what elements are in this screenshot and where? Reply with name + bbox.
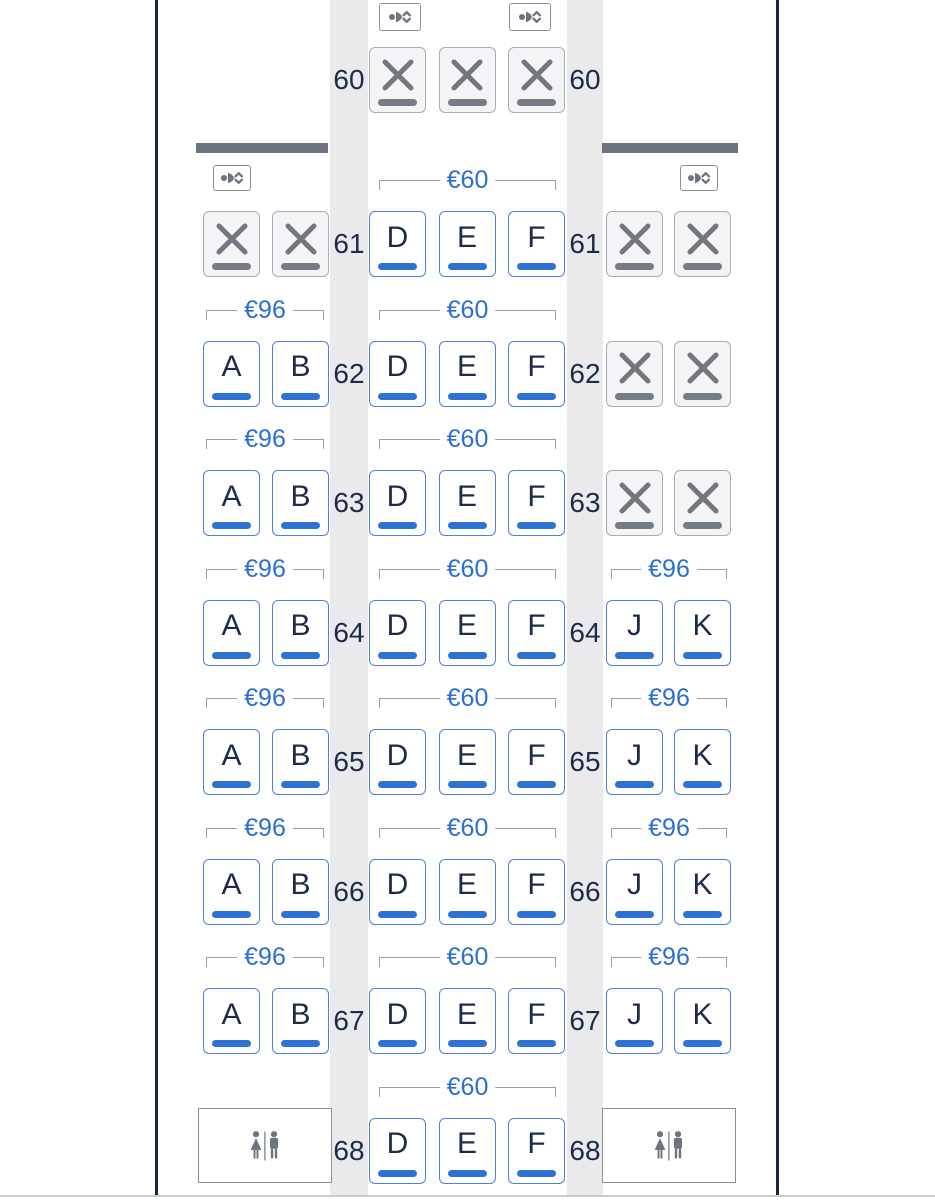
- seat-price-label: €96: [641, 816, 697, 840]
- seat-J[interactable]: [606, 600, 663, 666]
- price-bracket: [206, 554, 324, 583]
- seat-F[interactable]: [508, 988, 565, 1054]
- seat-letter: D: [386, 1127, 409, 1160]
- bracket-tick-left: [206, 310, 207, 320]
- seat-letter: E: [456, 479, 477, 513]
- seat-status-bar: [378, 393, 417, 400]
- seat-status-bar: [448, 99, 487, 106]
- row-number-66-right: 66: [569, 875, 601, 907]
- seat-letter: A: [221, 738, 242, 772]
- seat-price-label: €96: [237, 557, 293, 581]
- bracket-tick-right: [323, 698, 324, 708]
- row-number-62-right: 62: [569, 357, 601, 389]
- seat-status-bar: [615, 393, 654, 400]
- bassinet-icon: [518, 9, 542, 25]
- seat-letter: K: [692, 868, 713, 901]
- bracket-tick-right: [726, 957, 727, 967]
- cabin-bottom-divider: [0, 1195, 935, 1197]
- row-number-61-left: 61: [333, 228, 365, 259]
- seat-letter: A: [221, 868, 242, 901]
- seat-blocked: [606, 341, 663, 407]
- seat-D[interactable]: [369, 729, 426, 795]
- seat-status-bar: [517, 781, 556, 788]
- lavatory: [198, 1108, 332, 1183]
- bracket-tick-right: [323, 310, 324, 320]
- seat-E[interactable]: [439, 211, 496, 277]
- seat-status-bar: [615, 652, 654, 659]
- seat-letter: F: [527, 997, 546, 1031]
- bracket-tick-right: [323, 828, 324, 838]
- x-icon: [617, 350, 653, 386]
- seat-letter: D: [386, 350, 409, 383]
- seat-price-label: €60: [440, 168, 496, 192]
- bracket-tick-left: [611, 828, 612, 838]
- bassinet-icon-box: [379, 3, 421, 31]
- seat-status-bar: [615, 1040, 654, 1047]
- bracket-tick-right: [323, 957, 324, 967]
- bassinet-icon-box: [213, 165, 251, 191]
- price-bracket: [379, 427, 556, 451]
- seat-status-bar: [448, 1040, 487, 1047]
- row-number-63-left: 63: [333, 487, 365, 518]
- bracket-tick-left: [206, 828, 207, 838]
- seat-letter: F: [527, 1127, 546, 1160]
- row-number-67-left: 67: [333, 1005, 365, 1036]
- seat-status-bar: [281, 1040, 320, 1047]
- seat-price-label: €60: [440, 945, 496, 969]
- bracket-tick-left: [206, 957, 207, 967]
- seat-status-bar: [683, 263, 722, 270]
- seat-status-bar: [281, 652, 320, 659]
- seat-letter: D: [386, 738, 409, 772]
- row-number-65-right: 65: [569, 746, 601, 777]
- seat-status-bar: [615, 263, 654, 270]
- seat-E[interactable]: [439, 859, 496, 925]
- bracket-tick-right: [726, 828, 727, 838]
- bracket-tick-left: [206, 569, 207, 579]
- row-number-68-left: 68: [333, 1134, 365, 1166]
- seat-letter: F: [527, 220, 546, 254]
- seat-status-bar: [448, 781, 487, 788]
- price-bracket: [379, 554, 556, 583]
- bracket-tick-left: [379, 828, 380, 838]
- price-bracket: [206, 295, 324, 324]
- seat-status-bar: [517, 99, 556, 106]
- x-icon: [519, 57, 555, 93]
- price-bracket: [379, 295, 556, 324]
- price-bracket: [379, 813, 556, 842]
- row-number-66-left: 66: [333, 875, 365, 907]
- seat-status-bar: [212, 393, 251, 400]
- seat-status-bar: [517, 1170, 556, 1177]
- price-bracket: [379, 945, 556, 969]
- seat-letter: E: [456, 738, 477, 772]
- row-number-62-left: 62: [333, 357, 365, 389]
- seat-blocked: [606, 211, 663, 277]
- row-number-63-right: 63: [569, 487, 601, 518]
- seat-status-bar: [517, 263, 556, 270]
- bracket-tick-right: [323, 439, 324, 449]
- price-bracket: [206, 686, 324, 710]
- x-icon: [283, 221, 319, 257]
- bracket-tick-left: [379, 1087, 380, 1097]
- seat-status-bar: [615, 522, 654, 529]
- price-bracket: [206, 813, 324, 842]
- bracket-tick-left: [379, 698, 380, 708]
- seat-F[interactable]: [508, 341, 565, 407]
- seat-price-label: €60: [440, 1075, 496, 1099]
- price-bracket: [379, 1072, 556, 1101]
- seat-status-bar: [281, 522, 320, 529]
- seat-letter: E: [456, 609, 477, 642]
- seat-price-label: €60: [440, 816, 496, 840]
- seat-letter: D: [386, 609, 409, 642]
- price-bracket: [379, 686, 556, 710]
- seat-K[interactable]: [674, 600, 731, 666]
- seat-letter: A: [221, 350, 242, 383]
- seat-price-label: €96: [237, 427, 293, 451]
- seat-status-bar: [683, 522, 722, 529]
- bassinet-icon: [220, 170, 244, 186]
- seat-A[interactable]: [203, 988, 260, 1054]
- seat-blocked: [508, 47, 565, 113]
- bracket-tick-right: [555, 439, 556, 449]
- price-bracket: [611, 554, 727, 583]
- seat-status-bar: [212, 911, 251, 918]
- seat-K[interactable]: [674, 729, 731, 795]
- seat-price-label: €60: [440, 298, 496, 322]
- bassinet-icon: [388, 9, 412, 25]
- seat-letter: K: [692, 997, 713, 1031]
- seat-status-bar: [517, 522, 556, 529]
- seat-status-bar: [212, 263, 251, 270]
- seat-status-bar: [683, 652, 722, 659]
- seat-status-bar: [378, 263, 417, 270]
- seat-J[interactable]: [606, 729, 663, 795]
- seat-status-bar: [212, 781, 251, 788]
- seat-D[interactable]: [369, 600, 426, 666]
- row-number-61-right: 61: [569, 228, 601, 259]
- seat-status-bar: [281, 911, 320, 918]
- seat-letter: F: [527, 609, 546, 642]
- seat-E[interactable]: [439, 470, 496, 536]
- seat-letter: A: [221, 997, 242, 1031]
- seat-status-bar: [281, 781, 320, 788]
- bracket-tick-left: [206, 698, 207, 708]
- seat-letter: E: [456, 1127, 477, 1160]
- seat-letter: A: [221, 609, 242, 642]
- seat-B[interactable]: [272, 729, 329, 795]
- seat-blocked: [439, 47, 496, 113]
- seat-status-bar: [448, 393, 487, 400]
- row-number-68-right: 68: [569, 1134, 601, 1166]
- bracket-tick-right: [555, 569, 556, 579]
- price-bracket: [206, 427, 324, 451]
- row-number-60-left: 60: [333, 64, 365, 95]
- bracket-tick-right: [555, 957, 556, 967]
- seat-F[interactable]: [508, 729, 565, 795]
- seat-letter: D: [386, 868, 409, 901]
- seat-status-bar: [517, 911, 556, 918]
- seat-letter: F: [527, 479, 546, 513]
- seat-price-label: €96: [237, 816, 293, 840]
- seat-B[interactable]: [272, 341, 329, 407]
- lavatory: [602, 1108, 736, 1183]
- x-icon: [449, 57, 485, 93]
- seat-letter: E: [456, 868, 477, 901]
- bracket-tick-left: [611, 957, 612, 967]
- bracket-tick-right: [555, 1087, 556, 1097]
- lavatory-icon: [649, 1130, 689, 1162]
- seat-status-bar: [517, 652, 556, 659]
- seat-status-bar: [281, 393, 320, 400]
- bracket-tick-left: [379, 569, 380, 579]
- x-icon: [617, 480, 653, 516]
- seat-blocked: [369, 47, 426, 113]
- row-number-64-right: 64: [569, 616, 601, 648]
- seat-F[interactable]: [508, 211, 565, 277]
- seat-price-label: €96: [641, 945, 697, 969]
- seat-letter: B: [290, 997, 311, 1031]
- seat-letter: B: [290, 609, 311, 642]
- seat-B[interactable]: [272, 470, 329, 536]
- seat-letter: A: [221, 479, 242, 513]
- seat-D[interactable]: [369, 988, 426, 1054]
- row-number-67-right: 67: [569, 1005, 601, 1036]
- seat-E[interactable]: [439, 1118, 496, 1184]
- seat-letter: B: [290, 479, 311, 513]
- bracket-tick-left: [206, 439, 207, 449]
- seat-D[interactable]: [369, 211, 426, 277]
- seat-status-bar: [212, 522, 251, 529]
- bracket-tick-left: [379, 180, 380, 190]
- seat-status-bar: [448, 522, 487, 529]
- seat-blocked: [606, 470, 663, 536]
- seat-status-bar: [517, 1040, 556, 1047]
- seat-K[interactable]: [674, 988, 731, 1054]
- bracket-tick-right: [555, 698, 556, 708]
- bulkhead-bar-right: [602, 143, 738, 153]
- seat-A[interactable]: [203, 470, 260, 536]
- seat-status-bar: [448, 263, 487, 270]
- seat-price-label: €60: [440, 427, 496, 451]
- seat-status-bar: [683, 911, 722, 918]
- fuselage-right-wall: [776, 0, 779, 1197]
- seat-letter: F: [527, 868, 546, 901]
- seat-letter: K: [692, 609, 713, 642]
- seat-status-bar: [281, 263, 320, 270]
- seat-status-bar: [517, 393, 556, 400]
- seat-price-label: €96: [237, 686, 293, 710]
- seat-D[interactable]: [369, 470, 426, 536]
- bassinet-icon-box: [680, 165, 718, 191]
- seat-letter: B: [290, 868, 311, 901]
- seat-price-label: €96: [641, 686, 697, 710]
- seat-status-bar: [378, 522, 417, 529]
- seat-status-bar: [378, 781, 417, 788]
- bracket-tick-right: [555, 180, 556, 190]
- seat-letter: J: [627, 868, 642, 901]
- seat-price-label: €96: [641, 557, 697, 581]
- bracket-tick-left: [379, 439, 380, 449]
- bracket-tick-left: [611, 698, 612, 708]
- seat-E[interactable]: [439, 729, 496, 795]
- seat-A[interactable]: [203, 859, 260, 925]
- seat-B[interactable]: [272, 988, 329, 1054]
- x-icon: [685, 221, 721, 257]
- seat-letter: E: [456, 997, 477, 1031]
- seat-price-label: €96: [237, 945, 293, 969]
- seat-E[interactable]: [439, 600, 496, 666]
- price-bracket: [611, 813, 727, 842]
- x-icon: [685, 480, 721, 516]
- seat-price-label: €96: [237, 298, 293, 322]
- price-bracket: [611, 945, 727, 969]
- seat-status-bar: [378, 99, 417, 106]
- price-bracket: [379, 168, 556, 192]
- seat-status-bar: [448, 911, 487, 918]
- row-number-60-right: 60: [569, 64, 601, 95]
- seat-letter: F: [527, 738, 546, 772]
- seat-letter: B: [290, 350, 311, 383]
- fuselage-left-wall: [155, 0, 158, 1197]
- seat-letter: J: [627, 997, 642, 1031]
- seat-D[interactable]: [369, 859, 426, 925]
- bracket-tick-right: [555, 828, 556, 838]
- seat-status-bar: [683, 393, 722, 400]
- seat-blocked: [203, 211, 260, 277]
- seat-K[interactable]: [674, 859, 731, 925]
- seat-D[interactable]: [369, 1118, 426, 1184]
- bracket-tick-right: [726, 698, 727, 708]
- seat-letter: E: [456, 220, 477, 254]
- seat-F[interactable]: [508, 1118, 565, 1184]
- seat-A[interactable]: [203, 729, 260, 795]
- seat-A[interactable]: [203, 600, 260, 666]
- seat-E[interactable]: [439, 341, 496, 407]
- seat-status-bar: [448, 1170, 487, 1177]
- seat-status-bar: [378, 1170, 417, 1177]
- seat-blocked: [674, 470, 731, 536]
- bracket-tick-right: [555, 310, 556, 320]
- seat-blocked: [272, 211, 329, 277]
- seat-E[interactable]: [439, 988, 496, 1054]
- seat-D[interactable]: [369, 341, 426, 407]
- seat-letter: J: [627, 609, 642, 642]
- x-icon: [685, 350, 721, 386]
- seat-letter: J: [627, 738, 642, 772]
- seat-status-bar: [378, 911, 417, 918]
- bulkhead-bar-left: [196, 143, 328, 153]
- lavatory-icon: [245, 1130, 285, 1162]
- seat-F[interactable]: [508, 600, 565, 666]
- seat-status-bar: [683, 1040, 722, 1047]
- seat-letter: E: [456, 350, 477, 383]
- seat-blocked: [674, 341, 731, 407]
- row-number-64-left: 64: [333, 616, 365, 648]
- seat-J[interactable]: [606, 859, 663, 925]
- bracket-tick-left: [379, 310, 380, 320]
- seat-status-bar: [683, 781, 722, 788]
- bracket-tick-left: [611, 569, 612, 579]
- seat-F[interactable]: [508, 859, 565, 925]
- seat-letter: F: [527, 350, 546, 383]
- bassinet-icon-box: [509, 3, 551, 31]
- price-bracket: [611, 686, 727, 710]
- seat-B[interactable]: [272, 600, 329, 666]
- seat-letter: D: [386, 997, 409, 1031]
- seat-blocked: [674, 211, 731, 277]
- bracket-tick-left: [379, 957, 380, 967]
- seat-price-label: €60: [440, 686, 496, 710]
- seat-letter: K: [692, 738, 713, 772]
- seat-J[interactable]: [606, 988, 663, 1054]
- bracket-tick-right: [323, 569, 324, 579]
- seat-status-bar: [212, 652, 251, 659]
- seat-status-bar: [615, 911, 654, 918]
- x-icon: [380, 57, 416, 93]
- price-bracket: [206, 945, 324, 969]
- x-icon: [214, 221, 250, 257]
- seat-F[interactable]: [508, 470, 565, 536]
- seat-status-bar: [378, 1040, 417, 1047]
- seat-letter: B: [290, 738, 311, 772]
- seat-status-bar: [378, 652, 417, 659]
- seat-A[interactable]: [203, 341, 260, 407]
- seat-letter: D: [386, 479, 409, 513]
- bracket-tick-right: [726, 569, 727, 579]
- seat-status-bar: [448, 652, 487, 659]
- seat-status-bar: [615, 781, 654, 788]
- seat-letter: D: [386, 220, 409, 254]
- seat-price-label: €60: [440, 557, 496, 581]
- x-icon: [617, 221, 653, 257]
- seat-B[interactable]: [272, 859, 329, 925]
- seat-status-bar: [212, 1040, 251, 1047]
- bassinet-icon: [687, 170, 711, 186]
- row-number-65-left: 65: [333, 746, 365, 777]
